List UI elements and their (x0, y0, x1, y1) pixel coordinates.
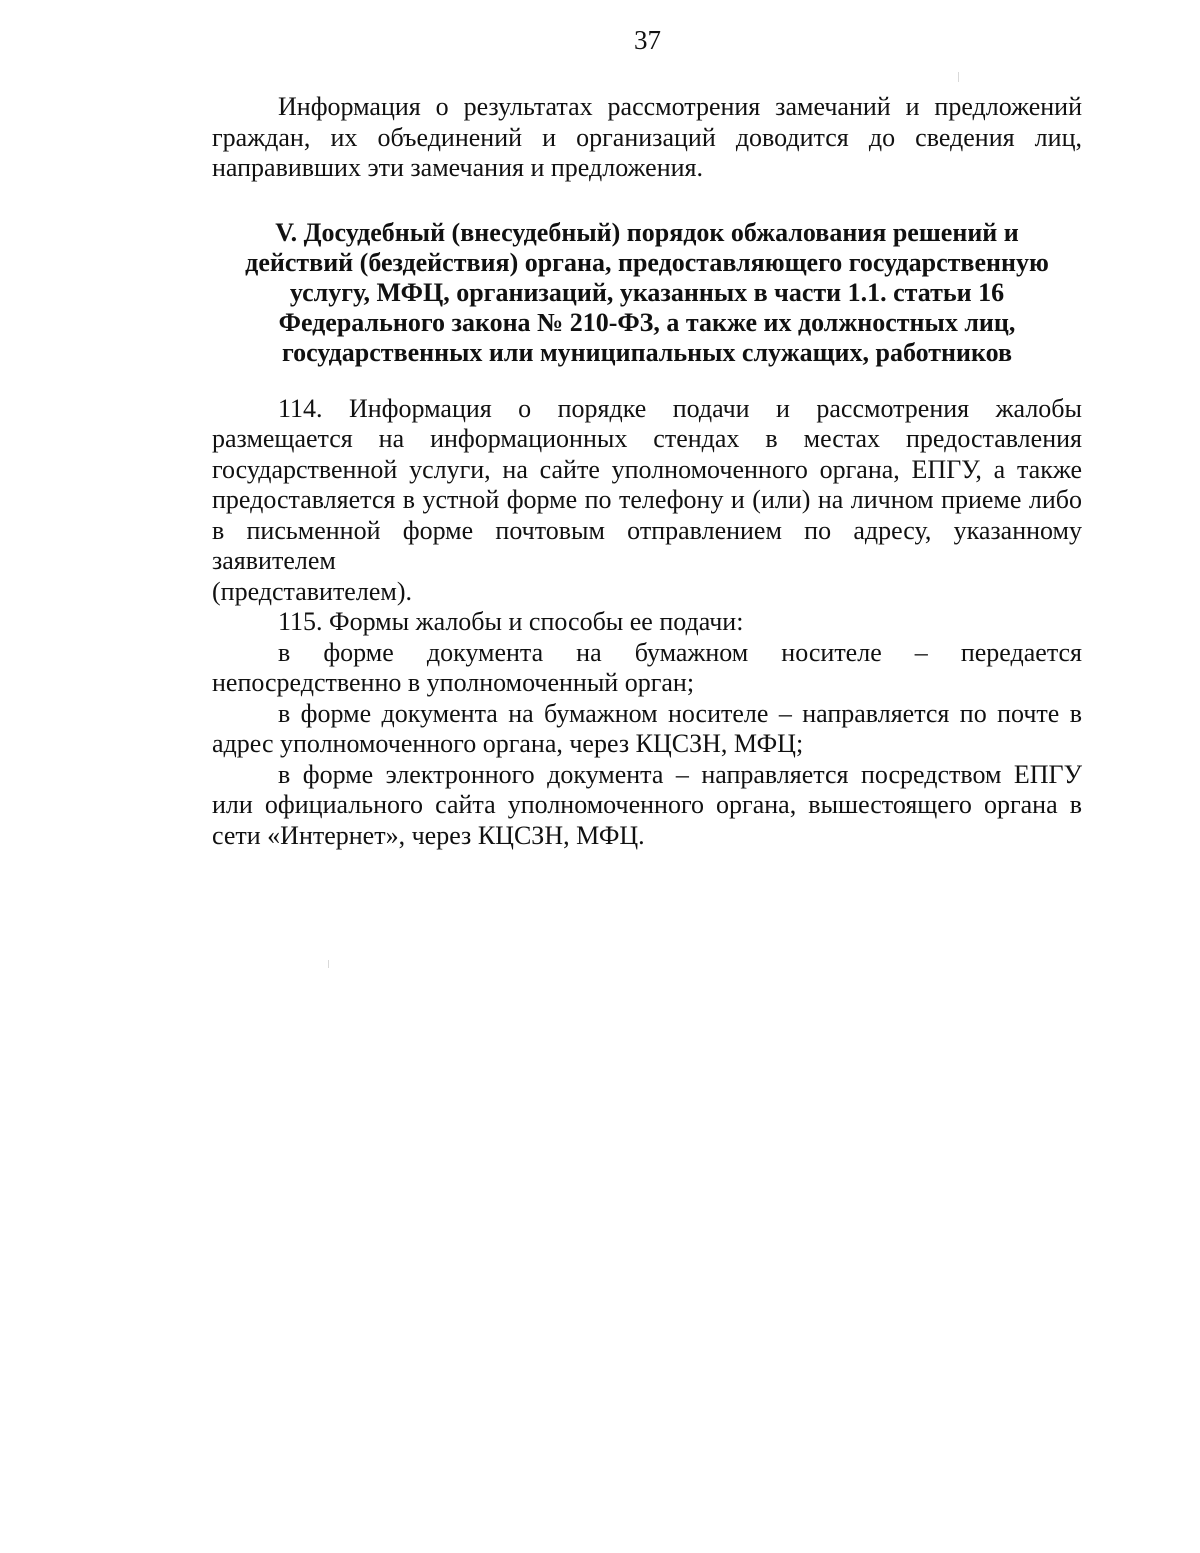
paragraph-114-continuation: (представителем). (212, 576, 412, 606)
intro-paragraph: Информация о результатах рассмотрения замечаний и предложений граждан, их объединений и организаций доводится до сведения лиц, направивших эти замечания и предложения. (212, 92, 1082, 182)
page-number: 37 (634, 25, 661, 55)
complaint-form-item-paper-mail: в форме документа на бумажном носителе – направляется по почте в адрес уполномоченного органа, через КЦСЗН, МФЦ; (212, 698, 1082, 758)
page-content (212, 92, 1082, 851)
complaint-form-item-electronic: в форме электронного документа – направляется посредством ЕПГУ или официального сайта уполномоченного органа, вышестоящего органа в сети «Интернет», через КЦСЗН, МФЦ. (212, 759, 1082, 850)
section-heading-line: действий (бездействия) органа, предоставляющего государственную (245, 247, 1049, 277)
section-heading-line: государственных или муниципальных служащих, работников (281, 337, 1013, 367)
paragraph-115: 115. Формы жалобы и способы ее подачи: (278, 607, 744, 636)
section-heading-line: V. Досудебный (внесудебный) порядок обжалования решений и (275, 217, 1019, 247)
paragraph-114: 114. Информация о порядке подачи и рассмотрения жалобы размещается на информационных стендах в местах предоставления государственной услуги, на сайте уполномоченного органа, ЕПГУ, а также предоставляется в устной форме по телефону и (или) на личном приеме либо в письменной форме почтовым отправлением по адресу, указанному заявителем (212, 393, 1082, 575)
scan-artifact (328, 960, 329, 968)
complaint-form-item-paper-direct: в форме документа на бумажном носителе – передается непосредственно в уполномоченный орган; (212, 637, 1082, 697)
section-heading (212, 218, 1082, 368)
section-heading-line: услугу, МФЦ, организаций, указанных в части 1.1. статьи 16 (289, 277, 1005, 307)
section-heading-line: Федерального закона № 210-ФЗ, а также их должностных лиц, (278, 307, 1016, 337)
scan-artifact (958, 72, 959, 82)
